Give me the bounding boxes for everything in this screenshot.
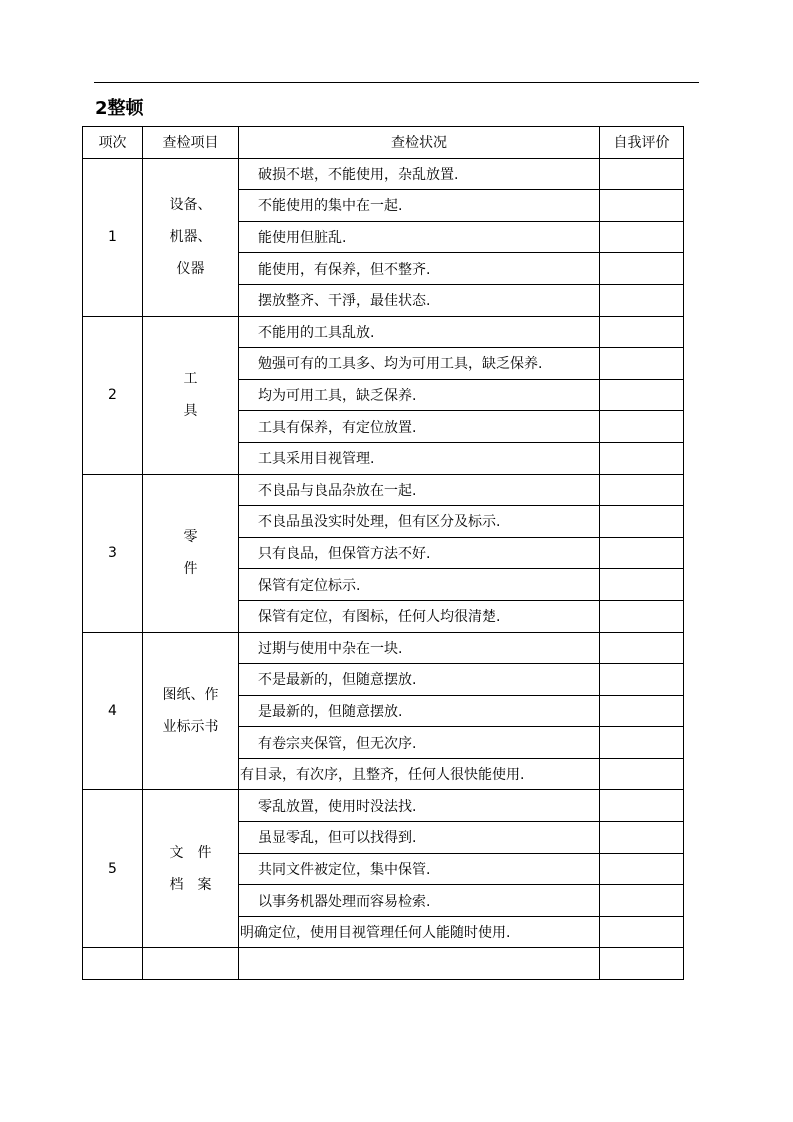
condition-cell: 工具有保养，有定位放置.	[239, 411, 600, 443]
condition-cell: 勉强可有的工具多、均为可用工具，缺乏保养.	[239, 348, 600, 380]
condition-cell: 均为可用工具，缺乏保养.	[239, 379, 600, 411]
empty-cell	[83, 948, 143, 980]
condition-cell: 不能使用的集中在一起.	[239, 190, 600, 222]
self-evaluation-cell[interactable]	[600, 537, 684, 569]
condition-cell: 明确定位，使用目视管理任何人能随时使用.	[239, 916, 600, 948]
condition-cell: 摆放整齐、干淨，最佳状态.	[239, 284, 600, 316]
self-evaluation-cell[interactable]	[600, 916, 684, 948]
group-item	[143, 790, 239, 948]
self-evaluation-cell[interactable]	[600, 822, 684, 854]
self-evaluation-cell[interactable]	[600, 632, 684, 664]
group-number: 4	[83, 632, 143, 790]
self-evaluation-cell[interactable]	[600, 316, 684, 348]
self-evaluation-cell[interactable]	[600, 664, 684, 696]
self-evaluation-cell[interactable]	[600, 411, 684, 443]
condition-cell: 不良品与良品杂放在一起.	[239, 474, 600, 506]
self-evaluation-cell[interactable]	[600, 190, 684, 222]
inspection-table	[82, 126, 684, 980]
condition-cell: 有卷宗夹保管，但无次序.	[239, 727, 600, 759]
self-evaluation-cell[interactable]	[600, 348, 684, 380]
group-item	[143, 316, 239, 474]
section-title: 2整顿	[95, 98, 144, 119]
header-number: 项次	[83, 127, 143, 159]
self-evaluation-cell[interactable]	[600, 727, 684, 759]
condition-cell: 能使用但脏乱.	[239, 221, 600, 253]
self-evaluation-cell[interactable]	[600, 600, 684, 632]
condition-cell: 是最新的，但随意摆放.	[239, 695, 600, 727]
group-number: 5	[83, 790, 143, 948]
item-line: 设备、	[169, 197, 212, 214]
condition-cell: 破损不堪，不能使用，杂乱放置.	[239, 158, 600, 190]
self-evaluation-cell[interactable]	[600, 885, 684, 917]
item-line: 零	[183, 529, 198, 546]
self-evaluation-cell[interactable]	[600, 569, 684, 601]
header-row	[83, 127, 684, 159]
header-condition: 查检状况	[239, 127, 600, 159]
table-row	[83, 316, 684, 348]
table-row	[83, 632, 684, 664]
condition-cell: 能使用，有保养，但不整齐.	[239, 253, 600, 285]
self-evaluation-cell[interactable]	[600, 790, 684, 822]
item-line: 档 案	[169, 876, 212, 893]
condition-cell: 以事务机器处理而容易检索.	[239, 885, 600, 917]
group-item	[143, 632, 239, 790]
group-item	[143, 474, 239, 632]
empty-cell	[239, 948, 600, 980]
condition-cell: 过期与使用中杂在一块.	[239, 632, 600, 664]
condition-cell: 虽显零乱，但可以找得到.	[239, 822, 600, 854]
self-evaluation-cell[interactable]	[600, 506, 684, 538]
table-row	[83, 158, 684, 190]
self-evaluation-cell[interactable]	[600, 695, 684, 727]
self-evaluation-cell[interactable]	[600, 221, 684, 253]
condition-cell: 保管有定位，有图标，任何人均很清楚.	[239, 600, 600, 632]
condition-cell: 只有良品，但保管方法不好.	[239, 537, 600, 569]
self-evaluation-cell[interactable]	[600, 948, 684, 980]
self-evaluation-cell[interactable]	[600, 379, 684, 411]
item-line: 工	[183, 371, 198, 388]
item-line: 图纸、作	[162, 686, 219, 703]
item-line: 机器、	[169, 229, 212, 246]
condition-cell: 不能用的工具乱放.	[239, 316, 600, 348]
self-evaluation-cell[interactable]	[600, 853, 684, 885]
top-rule	[94, 82, 699, 83]
group-number: 1	[83, 158, 143, 316]
table-row	[83, 790, 684, 822]
self-evaluation-cell[interactable]	[600, 474, 684, 506]
item-line: 仪器	[176, 261, 205, 278]
condition-cell: 不良品虽没实时处理，但有区分及标示.	[239, 506, 600, 538]
group-number: 2	[83, 316, 143, 474]
self-evaluation-cell[interactable]	[600, 758, 684, 790]
condition-cell: 保管有定位标示.	[239, 569, 600, 601]
table-row	[83, 474, 684, 506]
group-item	[143, 158, 239, 316]
empty-row	[83, 948, 684, 980]
header-self-evaluation: 自我评价	[600, 127, 684, 159]
item-line: 具	[183, 403, 198, 420]
condition-cell: 共同文件被定位，集中保管.	[239, 853, 600, 885]
item-line: 文 件	[169, 844, 212, 861]
self-evaluation-cell[interactable]	[600, 442, 684, 474]
self-evaluation-cell[interactable]	[600, 253, 684, 285]
item-line: 件	[183, 561, 198, 578]
condition-cell: 工具采用目视管理.	[239, 442, 600, 474]
empty-cell	[143, 948, 239, 980]
group-number: 3	[83, 474, 143, 632]
condition-cell: 不是最新的，但随意摆放.	[239, 664, 600, 696]
condition-cell: 零乱放置，使用时没法找.	[239, 790, 600, 822]
condition-cell: 有目录，有次序，且整齐，任何人很快能使用.	[239, 758, 600, 790]
self-evaluation-cell[interactable]	[600, 284, 684, 316]
item-line: 业标示书	[162, 718, 219, 735]
self-evaluation-cell[interactable]	[600, 158, 684, 190]
header-item: 查检项目	[143, 127, 239, 159]
